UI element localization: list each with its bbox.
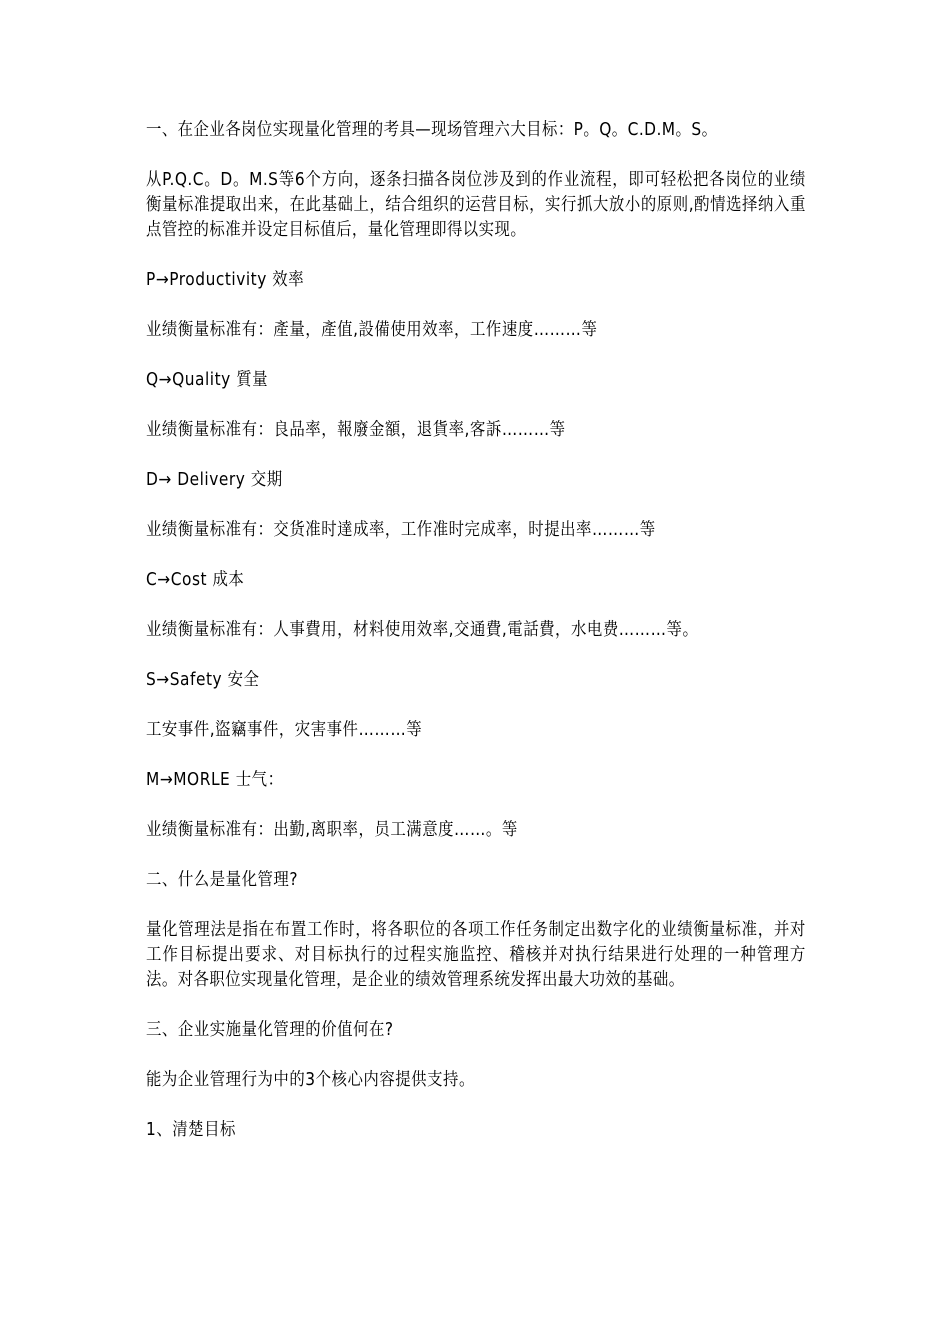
target-safety: S→Safety 安全 (146, 670, 260, 690)
section-heading-2: 二、什么是量化管理? (146, 870, 299, 890)
criteria-safety: 工安事件,盜竊事件，灾害事件………等 (146, 720, 423, 740)
document-page (146, 118, 806, 1168)
criteria-delivery: 业绩衡量标准有：交货准时達成率，工作准时完成率，时提出率………等 (146, 520, 656, 540)
body-line: 能为企业管理行为中的3个核心内容提供支持。 (146, 1070, 475, 1090)
target-delivery: D→ Delivery 交期 (146, 470, 283, 490)
criteria-quality: 业绩衡量标准有：良品率，報廢金額，退貨率,客訴………等 (146, 420, 566, 440)
section-heading-3: 三、企业实施量化管理的价值何在? (146, 1020, 394, 1040)
criteria-productivity: 业绩衡量标准有：產量，產值,設備使用效率，工作速度………等 (146, 320, 598, 340)
target-productivity: P→Productivity 效率 (146, 270, 305, 290)
target-cost: C→Cost 成本 (146, 570, 245, 590)
criteria-morale: 业绩衡量标准有：出勤,离职率，员工满意度……。等 (146, 820, 518, 840)
section-heading-1: 一、在企业各岗位实现量化管理的考具—现场管理六大目标：P。Q。C.D.M。S。 (146, 120, 718, 140)
criteria-cost: 业绩衡量标准有：人事費用，材料使用效率,交通費,電話費，水电费………等。 (146, 620, 699, 640)
target-morale: M→MORLE 士气： (146, 770, 284, 790)
body-paragraph: 量化管理法是指在布置工作时，将各职位的各项工作任务制定出数字化的业绩衡量标准，并对工作目标提出要求、对目标执行的过程实施监控、稽核并对执行结果进行处理的一种管理方法。对各职位实现量化管理，是企业的绩效管理系统发挥出最大功效的基础。 (146, 920, 806, 990)
body-paragraph: 从P.Q.C。D。M.S等6个方向，逐条扫描各岗位涉及到的作业流程，即可轻松把各岗位的业绩衡量标准提取出来，在此基础上，结合组织的运营目标，实行抓大放小的原则,酌情选择纳入重点管控的标准并设定目标值后，量化管理即得以实现。 (146, 170, 806, 240)
target-quality: Q→Quality 質量 (146, 370, 269, 390)
list-item-heading: 1、清楚目标 (146, 1120, 236, 1140)
